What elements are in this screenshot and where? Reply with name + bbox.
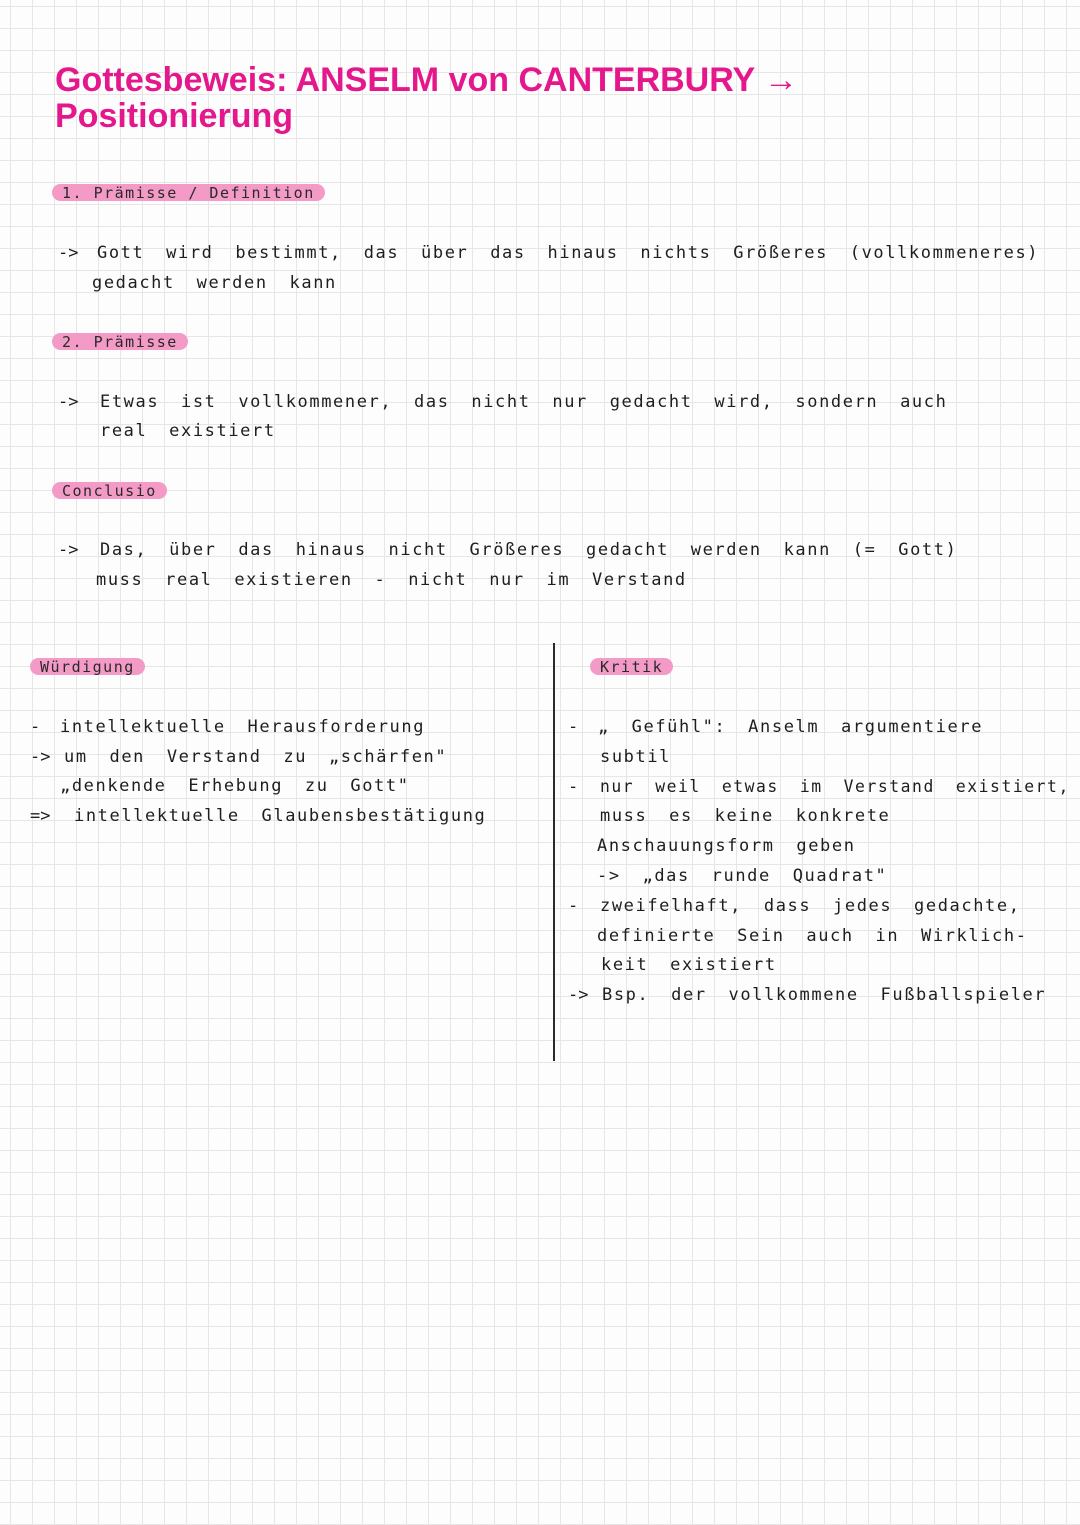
wuerdigung-item-2: „denkende Erhebung zu Gott" <box>60 776 410 796</box>
premise2-line1: Etwas ist vollkommener, das nicht nur gedacht wird, sondern auch <box>100 392 948 412</box>
wuerdigung-item-3: intellektuelle Glaubensbestätigung <box>74 806 487 826</box>
premise1-line1: Gott wird bestimmt, das über das hinaus nichts Größeres (vollkommeneres) <box>97 243 1040 263</box>
kritik-marker-6: - <box>568 896 579 916</box>
kritik-marker-0: - <box>568 717 579 737</box>
kritik-label: Kritik <box>590 658 673 675</box>
premise1-arrow: -> <box>58 243 79 263</box>
title-line-1: Gottesbeweis: ANSELM von CANTERBURY → <box>55 61 799 99</box>
conclusio-line2: muss real existieren - nicht nur im Verstand <box>96 570 687 590</box>
kritik-line-7: definierte Sein auch in Wirklich- <box>597 926 1028 946</box>
premise2-line2: real existiert <box>100 421 276 441</box>
kritik-line-9: Bsp. der vollkommene Fußballspieler <box>602 985 1047 1005</box>
kritik-line-2: nur weil etwas im Verstand existiert, <box>600 777 1070 797</box>
kritik-line-4: Anschauungsform geben <box>597 836 856 856</box>
wuerdigung-item-1: um den Verstand zu „schärfen" <box>64 747 448 767</box>
conclusio-label: Conclusio <box>52 482 167 499</box>
wuerdigung-marker-3: => <box>30 806 51 826</box>
column-divider <box>553 643 555 1061</box>
premise2-label: 2. Prämisse <box>52 333 188 350</box>
kritik-line-6: zweifelhaft, dass jedes gedachte, <box>600 896 1021 916</box>
kritik-line-8: keit existiert <box>601 955 777 975</box>
wuerdigung-item-0: intellektuelle Herausforderung <box>60 717 426 737</box>
premise1-line2: gedacht werden kann <box>92 273 337 293</box>
premise2-arrow: -> <box>58 392 79 412</box>
page-title <box>55 62 955 134</box>
kritik-marker-9: -> <box>568 985 589 1005</box>
conclusio-line1: Das, über das hinaus nicht Größeres gedacht werden kann (= Gott) <box>100 540 958 560</box>
wuerdigung-marker-0: - <box>30 717 41 737</box>
kritik-line-3: muss es keine konkrete <box>600 806 891 826</box>
conclusio-arrow: -> <box>58 540 79 560</box>
kritik-line-0: „ Gefühl": Anselm argumentiere <box>598 717 984 737</box>
wuerdigung-marker-1: -> <box>30 747 51 767</box>
premise1-label: 1. Prämisse / Definition <box>52 184 325 201</box>
title-line-2: Positionierung <box>55 97 293 135</box>
kritik-line-5: -> „das runde Quadrat" <box>597 866 888 886</box>
wuerdigung-label: Würdigung <box>30 658 145 675</box>
kritik-line-1: subtil <box>600 747 672 767</box>
kritik-marker-2: - <box>568 777 579 797</box>
